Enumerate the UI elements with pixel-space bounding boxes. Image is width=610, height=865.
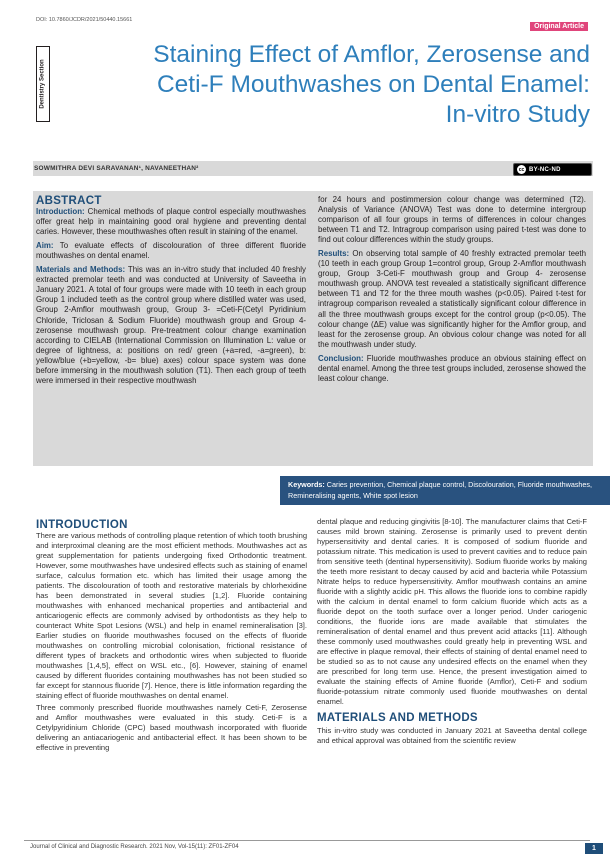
keywords-label: Keywords: <box>288 480 325 489</box>
abstract-methods: Materials and Methods: This was an in-vitro study that included 40 freshly extracted premolar teeth and was conducted at University of Saveetha in January 2021. A total of four groups were made with 10 teeth in each group Group 1 included teeth as the control group where distilled water was used, Group 2-Amflor mouthwash group, Group 3- =Ceti-F(Cetyl Pyridinium Chloride, Triclosan & Sodium Fluoride) mouthwash group and Group 4- zerosense mouthwash group. Pre-treatment colour change examination according to CIELAB (International Commission on Illumination L: value or degree of lightness, a: positions on red/ green (+a=red, -a=green), b: yellow/blue (+b=yellow, -b= blue) axes) colour space system was done before immersing in the mouthwash solution (T1). Then each group of teeth were immersed in their respective mouthwash <box>36 265 306 385</box>
abstract-conclusion: Conclusion: Fluoride mouthwashes produce an obvious staining effect on dental enamel. Among the three test groups included, zerosense showed the least colour change. <box>318 353 587 383</box>
license-badge[interactable] <box>513 163 592 176</box>
introduction-heading: INTRODUCTION <box>36 519 128 531</box>
abstract-left-column <box>36 196 306 390</box>
journal-citation: Journal of Clinical and Diagnostic Research. 2021 Nov, Vol-15(11): ZF01-ZF04 <box>30 844 239 850</box>
abstract-aim: Aim: To evaluate effects of discolouration of three different fluoride mouthwashes on dental enamel. <box>36 241 306 261</box>
license-text: BY-NC-ND <box>529 166 561 173</box>
section-tab <box>36 46 50 122</box>
article-type-badge: Original Article <box>530 22 588 31</box>
materials-methods-heading: MATERIALS AND METHODS <box>317 712 478 725</box>
keywords-text: Caries prevention, Chemical plaque control, Discolouration, Fluoride mouthwashes, Remineralising agents, White spot lesion <box>288 480 593 500</box>
section-label: Dentistry Section <box>40 59 47 109</box>
intro-paragraph-3: dental plaque and reducing gingivitis [8-10]. The manufacturer claims that Ceti-F causes mild brown staining. Zerosense is primarily used to prevent dentin hypersensitivity and dental caries. It is composed of sodium fluoride and potassium nitrate. This medication is used to prevent cavities and to reduce pain from sensitive teeth (dentinal hypersensitivity). Sodium fluoride works by making the teeth more resistant to decay caused by acid and bacteria while Potassium Nitrate helps to reduce hypersensitivity. Amflor mouthwash contains an amine fluoride with a slightly acidic pH. This allows the fluoride ions to combine rapidly with the calcium in dental enamel to form calcium fluoride which acts as a fluoride depot on the tooth surface over a longer period. Under cariogenic conditions, the fluoride ions are made available that stimulates the remineralisation of dental enamel and thus prevent acid attacks [11]. Although these commonly used mouthwashes could greatly help in preventing WSL and are effective in plaque removal, their effects of staining of dental enamel need to be studied so as to not cause any undesired effects on the enamel when they are prescribed for long term use. Hence, the present investigation aimed to evaluate the staining effects of Amine fluoride (Amflor), Ceti-F and sodium fluoride-potassium nitrate commonly used fluoride mouthwashes on dental enamel. <box>317 517 587 707</box>
abstract-right-column <box>318 195 586 388</box>
abstract-methods-continued: for 24 hours and postimmersion colour change was determined (T2). Analysis of Variance (ANOVA) Test was done to determine intergroup comparison of all four groups in terms of differences in colour changes between T1 and T2. Intragroup comparison using paired t-test was done to find out colour differences within the study groups. <box>318 195 586 245</box>
abstract-results: Results: On observing total sample of 40 freshly extracted premolar teeth (10 teeth in each group Group 1=control group, Group 2-Amflor mouthwash group, Group 3-Ceti-F mouthwash group and Group 4- zerosense mouthwash group. ANOVA test revealed a statistically significant difference between T1 and T2 for the three mouth washes (p<0.05). Paired t-test for intragroup comparison revealed a statistically significant colour difference in all the three mouthwash groups except for the control group (p<0.05). The colour change (ΔE) value was significantly higher for the Amflor group, and least for the zerosense group. An obvious colour change was noted for all the mouthwash under study. <box>318 249 586 349</box>
materials-methods-paragraph: This in-vitro study was conducted in January 2021 at Saveetha dental college and ethical approval was obtained from the scientific review <box>317 726 587 746</box>
page-number: 1 <box>585 843 603 854</box>
article-title: Staining Effect of Amflor, Zerosense and Ceti-F Mouthwashes on Dental Enamel: In-vitro Study <box>153 41 590 128</box>
keywords-box <box>280 476 610 505</box>
doi-text: DOI: 10.7860/JCDR/2021/50440.15661 <box>36 17 133 23</box>
body-left-column <box>36 531 307 753</box>
author-list: SOWMITHRA DEVI SARAVANAN¹, NAVANEETHAN² <box>34 165 199 172</box>
body-right-column <box>317 517 587 746</box>
abstract-introduction: Introduction: Chemical methods of plaque control especially mouthwashes offer great help in maintaining good oral hygiene and preventing dental caries. However, these mouthwashes often result in staining of the enamel. <box>36 207 306 237</box>
intro-paragraph-2: Three commonly prescribed fluoride mouthwashes namely Ceti-F, Zerosense and Amflor mouthwashes were evaluated in this study. Ceti-F is a Cetylpyridinium Chloride (CPC) based mouthwash incorporated with fluoride delivering an antiacariogenic and antibacterial effect. It has been shown to be effective in preventing <box>36 703 307 753</box>
intro-paragraph-1: There are various methods of controlling plaque retention of which tooth brushing and interproximal cleaning are the most efficient methods. Mouthwashes act as great supplementation for patients undergoing fixed Orthodontic treatment. However, some mouthwashes have undesired effects such as staining of enamel surface, calculus formation etc. which has limited their usage among the patients. The discolouration of tooth and restorative materials by chlorhexidine has been demonstrated in several studies [1,2]. Fluoride containing mouthwashes with enhanced mechanical properties and antibacterial and anticariogenic effects are commonly advised by orthodontists as they help to counteract White Spot Lesions (WSL) and help in enamel remineralisation [3]. Earlier studies on fluoride mouthwashes focused on the effects of fluoride mouthwashes on controlling microbial colonisation, frictional resistance of different types of brackets and orthodontic wires when subjected to fluoride mouthwashes [1,4,5], effect on WSL etc., [6]. However, staining of enamel caused by different fluorides containing mouthwashes has not been studied so far except for stannous fluoride [7]. Hence, there is little information regarding the staining effect of fluoride mouthwashes on dental enamel. <box>36 531 308 701</box>
creative-commons-icon: cc <box>518 166 525 173</box>
abstract-heading: ABSTRACT <box>36 195 102 207</box>
footer-divider <box>24 840 590 841</box>
